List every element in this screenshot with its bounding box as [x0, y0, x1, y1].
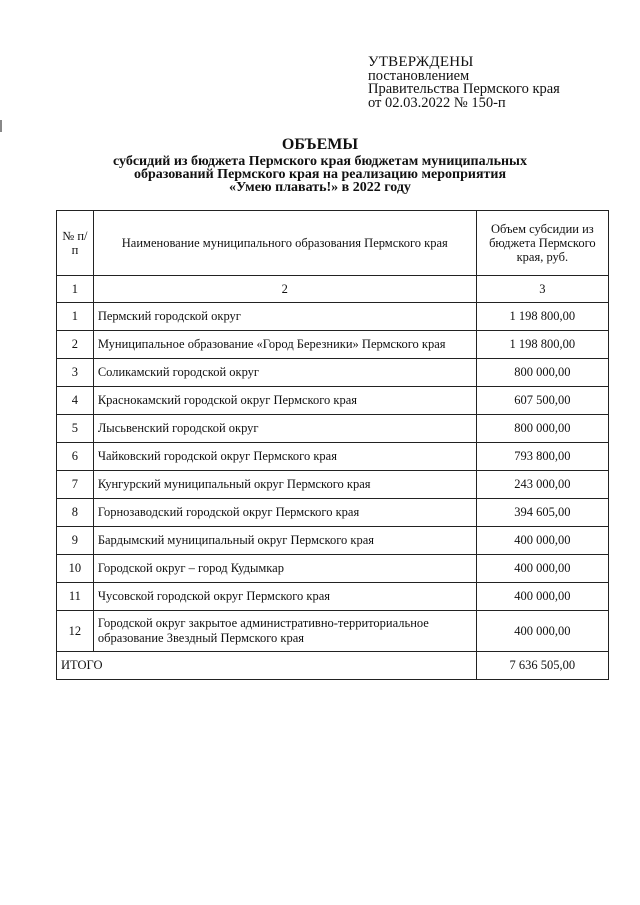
table-row [57, 499, 609, 527]
row-subsidy-amount: 607 500,00 [476, 387, 608, 415]
table-row [57, 387, 609, 415]
row-municipality-name: Муниципальное образование «Город Березники» Пермского края [93, 331, 476, 359]
row-subsidy-amount: 793 800,00 [476, 443, 608, 471]
row-subsidy-amount: 400 000,00 [476, 611, 608, 652]
row-subsidy-amount: 1 198 800,00 [476, 303, 608, 331]
row-number: 7 [57, 471, 94, 499]
table-header-row [57, 211, 609, 276]
row-municipality-name: Краснокамский городской округ Пермского края [93, 387, 476, 415]
row-subsidy-amount: 400 000,00 [476, 555, 608, 583]
row-subsidy-amount: 400 000,00 [476, 527, 608, 555]
table-row [57, 583, 609, 611]
table-row [57, 471, 609, 499]
total-amount: 7 636 505,00 [476, 652, 608, 680]
row-municipality-name: Лысьвенский городской округ [93, 415, 476, 443]
approval-line-3: от 02.03.2022 № 150-п [368, 94, 506, 111]
total-label: ИТОГО [57, 652, 477, 680]
subtitle-line-2: образований Пермского края на реализацию мероприятия [133, 167, 507, 182]
column-number-1: 1 [57, 276, 94, 303]
row-number: 12 [57, 611, 94, 652]
table-row [57, 611, 609, 652]
column-number-3: 3 [476, 276, 608, 303]
row-number: 8 [57, 499, 94, 527]
row-number: 11 [57, 583, 94, 611]
table-row [57, 443, 609, 471]
row-municipality-name: Кунгурский муниципальный округ Пермского края [93, 471, 476, 499]
row-municipality-name: Чусовской городской округ Пермского края [93, 583, 476, 611]
row-municipality-name: Городской округ закрытое административно-территориальное образование Звездный Пермского края [93, 611, 476, 652]
table-row [57, 359, 609, 387]
row-subsidy-amount: 800 000,00 [476, 359, 608, 387]
header-name: Наименование муниципального образования Пермского края [93, 211, 476, 276]
row-municipality-name: Бардымский муниципальный округ Пермского края [93, 527, 476, 555]
table-row [57, 303, 609, 331]
table-row [57, 527, 609, 555]
row-subsidy-amount: 394 605,00 [476, 499, 608, 527]
row-number: 4 [57, 387, 94, 415]
header-num: № п/п [57, 211, 94, 276]
table-row [57, 555, 609, 583]
row-municipality-name: Городской округ – город Кудымкар [93, 555, 476, 583]
approval-stamp [368, 56, 628, 110]
row-number: 3 [57, 359, 94, 387]
row-subsidy-amount: 243 000,00 [476, 471, 608, 499]
table-total-row [57, 652, 609, 680]
row-municipality-name: Пермский городской округ [93, 303, 476, 331]
row-municipality-name: Чайковский городской округ Пермского края [93, 443, 476, 471]
subtitle-line-3: «Умею плавать!» в 2022 году [229, 180, 411, 195]
row-number: 1 [57, 303, 94, 331]
row-subsidy-amount: 800 000,00 [476, 415, 608, 443]
approval-line-2: Правительства Пермского края [368, 81, 560, 97]
subtitle-line-1: субсидий из бюджета Пермского края бюджетам муниципальных [113, 154, 527, 169]
document-title: ОБЪЕМЫ [281, 136, 359, 153]
row-number: 10 [57, 555, 94, 583]
table-row [57, 415, 609, 443]
row-municipality-name: Соликамский городской округ [93, 359, 476, 387]
row-municipality-name: Горнозаводский городской округ Пермского края [93, 499, 476, 527]
row-number: 2 [57, 331, 94, 359]
row-number: 6 [57, 443, 94, 471]
table-row [57, 331, 609, 359]
row-subsidy-amount: 400 000,00 [476, 583, 608, 611]
approval-heading: УТВЕРЖДЕНЫ [368, 54, 474, 70]
subsidy-table [56, 210, 609, 680]
column-number-2: 2 [93, 276, 476, 303]
page-edge-mark [0, 120, 2, 132]
header-amount: Объем субсидии из бюджета Пермского края, руб. [476, 211, 608, 276]
document-subtitle [60, 155, 580, 194]
approval-line-1: постановлением [368, 67, 470, 84]
row-subsidy-amount: 1 198 800,00 [476, 331, 608, 359]
row-number: 9 [57, 527, 94, 555]
column-number-row [57, 276, 609, 303]
row-number: 5 [57, 415, 94, 443]
